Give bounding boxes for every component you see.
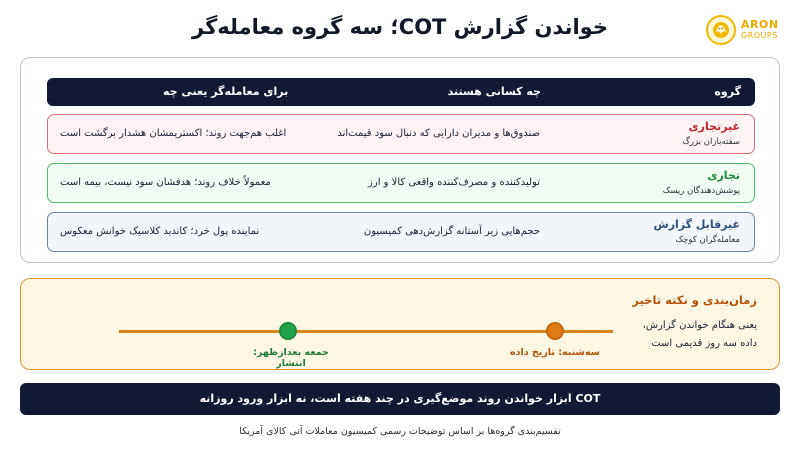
timeline-dot-release (279, 322, 297, 340)
brand-sub: GROUPS (741, 31, 778, 40)
timing-note: یعنی هنگام خواندن گزارش، داده سه روز قدیمی است (642, 320, 757, 349)
timeline-line (119, 330, 613, 333)
group-who: حجم‌هایی زیر آستانه گزارش‌دهی کمیسیون (363, 226, 540, 237)
summary-banner: COT ابزار خواندن روند موضع‌گیری در چند هفته است، نه ابزار ورود روزانه (20, 383, 780, 415)
groups-table (20, 57, 780, 263)
group-subtitle: معامله‌گران کوچک (675, 235, 740, 245)
timeline-label-release: جمعه بعدازظهر: انتشار (253, 347, 329, 369)
group-title: غیرتجاری (688, 120, 740, 133)
timing-card (20, 278, 780, 370)
timeline-dot-data-date (546, 322, 564, 340)
group-who: تولیدکننده و مصرف‌کننده واقعی کالا و ارز (368, 177, 540, 188)
group-title: غیرقابل گزارش (653, 218, 740, 231)
table-row-commercial (47, 163, 755, 203)
brand-name: ARON (741, 18, 779, 31)
group-meaning: معمولاً خلاف روند؛ هدفشان سود نیست، بیمه است (60, 177, 271, 188)
lion-logo-icon (706, 15, 736, 45)
group-meaning: نماینده پول خرد؛ کاندید کلاسیک خوانش معکوس (60, 226, 260, 237)
group-subtitle: سفته‌بازان بزرگ (682, 137, 740, 147)
header-group: گروه (714, 85, 741, 98)
table-row-noncommercial (47, 114, 755, 154)
timing-title: زمان‌بندی و نکته تاخیر (632, 293, 757, 307)
group-title: تجاری (707, 169, 740, 182)
brand-logo (706, 14, 786, 46)
timeline-label-data-date: سه‌شنبه: تاریخ داده (509, 347, 600, 358)
footnote: تقسیم‌بندی گروه‌ها بر اساس توضیحات رسمی کمیسیون معاملات آتی کالای آمریکا (239, 426, 561, 437)
group-meaning: اغلب هم‌جهت روند؛ اکستریمشان هشدار برگشت است (60, 128, 287, 139)
group-who: صندوق‌ها و مدیران دارایی که دنبال سود قیمت‌اند (337, 128, 540, 139)
group-subtitle: پوشش‌دهندگان ریسک (662, 186, 740, 196)
header-meaning: برای معامله‌گر یعنی چه (163, 85, 289, 98)
page-title: خواندن گزارش COT؛ سه گروه معامله‌گر (192, 15, 608, 39)
table-header (47, 78, 755, 106)
header-who: چه کسانی هستند (447, 85, 541, 98)
table-row-nonreportable (47, 212, 755, 252)
